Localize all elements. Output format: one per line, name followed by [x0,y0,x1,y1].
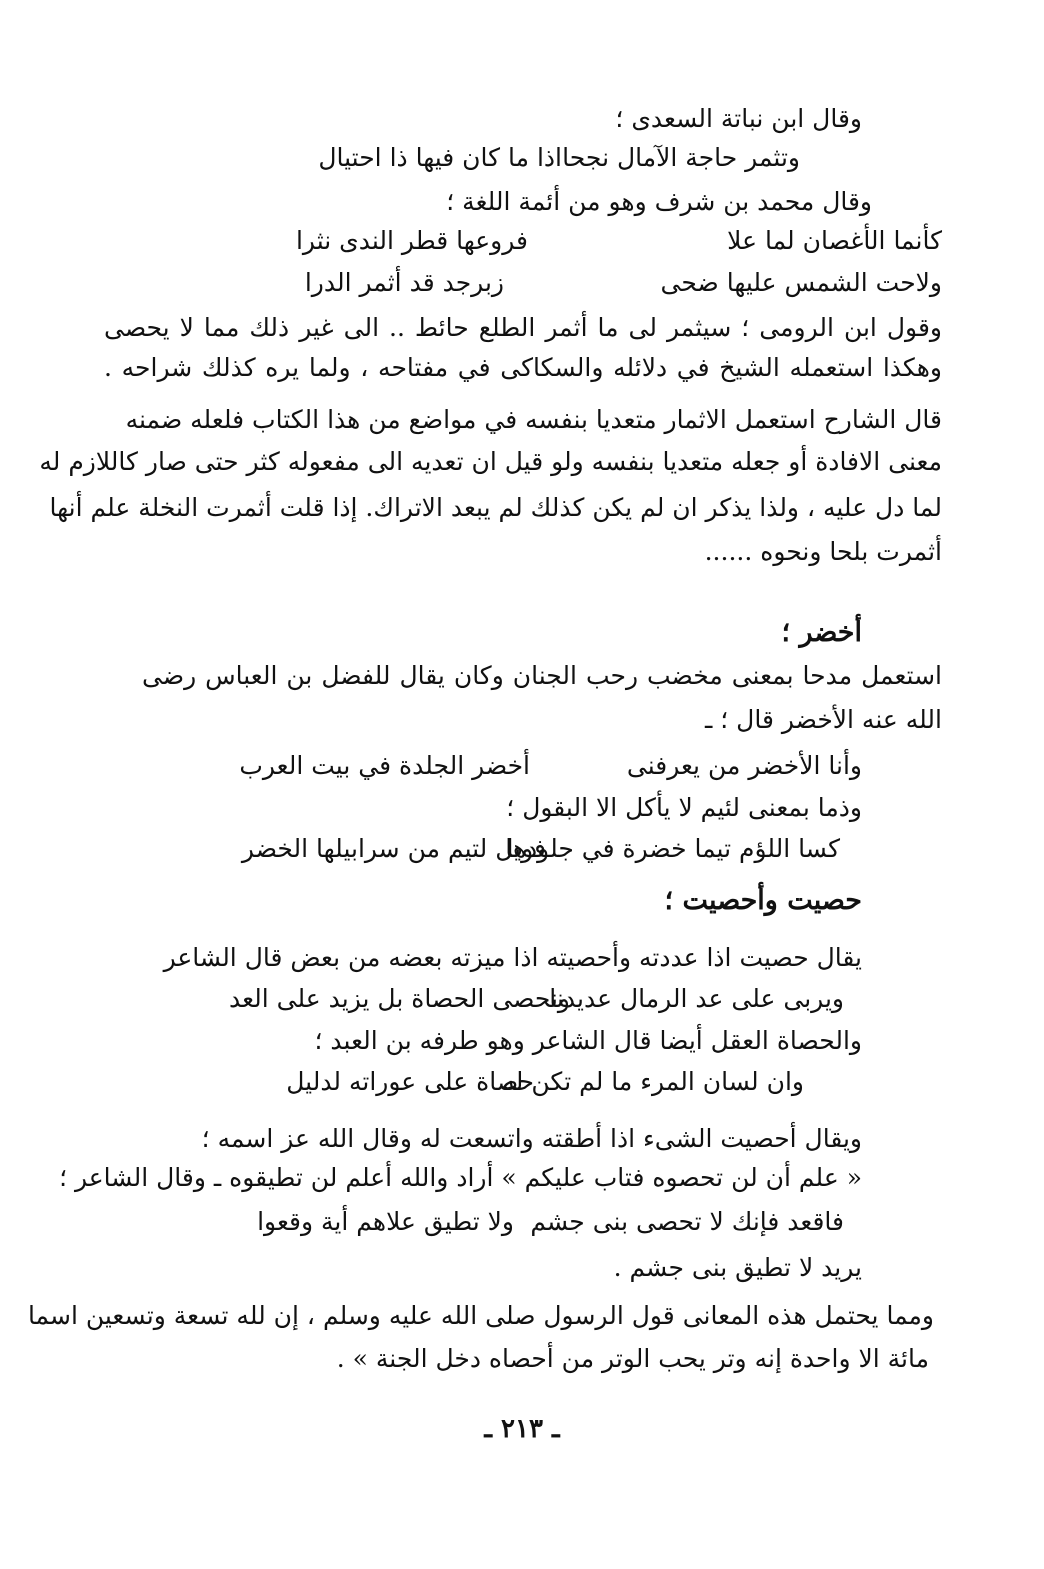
verse-hemistich-first: ولاحت الشمس عليها ضحى [660,268,942,297]
verse-hemistich-second: أخضر الجلدة في بيت العرب [239,751,530,780]
verse-hemistich-second: اذا ما كان فيها ذا احتيال [318,143,562,172]
paragraph-line: قال الشارح استعمل الاثمار متعديا بنفسه في مواضع من هذا الكتاب فلعله ضمنه [125,405,942,434]
paragraph-line: وهكذا استعمله الشيخ في دلائله والسكاكى في مفتاحه ، ولما يره كذلك شراحه . [104,353,942,382]
verse-hemistich-first: فاقعد فإنك لا تحصى بنى جشم [530,1207,844,1236]
paragraph-line: ومما يحتمل هذه المعانى قول الرسول صلى الله عليه وسلم ، إن لله تسعة وتسعين اسما [27,1301,934,1330]
verse-hemistich-first: وتثمر حاجة الآمال نجحا [562,143,800,172]
text-line: يريد لا تطيق بنى جشم . [613,1253,862,1282]
paragraph-line: الله عنه الأخضر قال ؛ ـ [705,705,942,734]
paragraph-line: أثمرت بلحا ونحوه ...... [704,537,942,566]
verse-hemistich-first: كأنما الأغصان لما علا [727,226,942,255]
verse-hemistich-first: ويربى على عد الرمال عديدنا [549,984,844,1013]
text-line: وقال محمد بن شرف وهو من أئمة اللغة ؛ [446,187,872,216]
paragraph-line: مائة الا واحدة إنه وتر يحب الوتر من أحصاه دخل الجنة » . [336,1344,929,1373]
verse-hemistich-second: حصاة على عوراته لدليل [286,1067,534,1096]
verse-hemistich-second: فويل لتيم من سرابيلها الخضر [241,834,546,863]
verse-hemistich-second: زبرجد قد أثمر الدرا [304,268,504,297]
verse-hemistich-second: ولا تطيق علاهم أية وقعوا [257,1207,514,1236]
paragraph-line: لما دل عليه ، ولذا يذكر ان لم يكن كذلك لم يبعد الاتراك. إذا قلت أثمرت النخلة علم أنها [49,493,942,522]
paragraph-line: وقول ابن الرومى ؛ سيثمر لى ما أثمر الطلع حائط .. الى غير ذلك مما لا يحصى [104,313,942,342]
page-number: ـ ٢١٣ ـ [484,1414,560,1444]
paragraph-line: استعمل مدحا بمعنى مخضب رحب الجنان وكان يقال للفضل بن العباس رضى [142,661,942,690]
text-line: وقال ابن نباتة السعدى ؛ [615,104,862,133]
verse-hemistich-first: وأنا الأخضر من يعرفنى [626,751,862,780]
text-line: ويقال أحصيت الشىء اذا أطقته واتسعت له وقال الله عز اسمه ؛ [201,1124,862,1153]
text-line: يقال حصيت اذا عددته وأحصيته اذا ميزته بعضه من بعض قال الشاعر [163,943,862,972]
verse-hemistich-first: كسا اللؤم تيما خضرة في جلودها [505,834,840,863]
verse-hemistich-second: ونحصى الحصاة بل يزيد على العد [228,984,570,1013]
text-line: « علم أن لن تحصوه فتاب عليكم » أراد والله أعلم لن تطيقوه ـ وقال الشاعر ؛ [59,1163,862,1192]
verse-hemistich-first: وان لسان المرء ما لم تكن له [502,1067,804,1096]
text-line: والحصاة العقل أيضا قال الشاعر وهو طرفه بن العبد ؛ [314,1026,862,1055]
section-heading: أخضر ؛ [781,617,862,648]
text-line: وذما بمعنى لئيم لا يأكل الا البقول ؛ [506,793,862,822]
paragraph-line: معنى الافادة أو جعله متعديا بنفسه ولو قيل ان تعديه الى مفعوله كثر حتى صار كاللازم له [39,447,942,476]
verse-hemistich-second: فروعها قطر الندى نثرا [295,226,528,255]
section-heading: حصيت وأحصيت ؛ [664,885,862,916]
